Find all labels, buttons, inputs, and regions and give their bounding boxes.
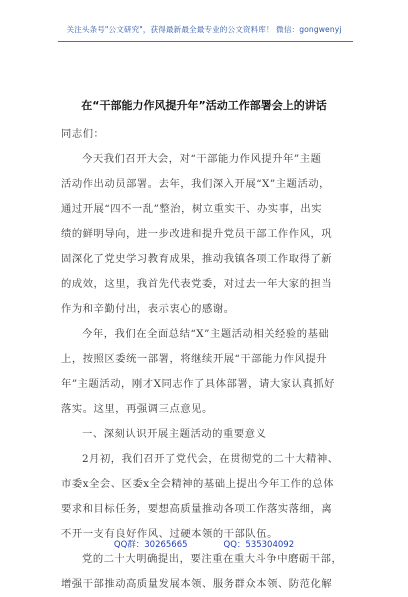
page-footer (0, 538, 408, 550)
body-line: 落实。这里，再强调三点意见。 (61, 403, 213, 415)
body-line: 作为和辛勤付出，表示衷心的感谢。 (61, 303, 235, 315)
body-line: 增强干部推动高质量发展本领、服务群众本领、防范化解 (61, 578, 333, 590)
footer-qq-contact: QQ：535304092 (223, 540, 295, 550)
body-line: 党的二十大明确提出，要注重在重大斗争中磨砺干部， (82, 553, 343, 565)
body-line: 要求和目标任务，要想高质量推动各项工作落实落细，离 (61, 503, 333, 515)
body-line: 年”主题活动，刚才X同志作了具体部署，请大家认真抓好 (61, 378, 336, 390)
page-header-banner: 关注头条号"公文研究"，获得最新最全最专业的公文资料库！ 微信：gongwenyj (66, 25, 342, 34)
document-body (61, 122, 351, 597)
body-line: 2月初，我们召开了党代会，在贯彻党的二十大精神、 (82, 453, 339, 465)
body-line: 固深化了党史学习教育成果，推动我镇各项工作取得了新 (61, 253, 333, 265)
body-line: 绩的鲜明导向，进一步改进和提升党员干部工作作风，巩 (61, 228, 333, 240)
body-line: 今天我们召开大会，对“干部能力作风提升年”主题 (82, 153, 322, 165)
body-line: 活动作出动员部署。去年，我们深入开展“X”主题活动， (61, 178, 330, 190)
header-divider (58, 41, 353, 42)
body-line: 市委x全会、区委x全会精神的基础上提出今年工作的总体 (61, 478, 335, 490)
body-line: 今年，我们在全面总结“X”主题活动相关经验的基础 (82, 328, 330, 340)
footer-qq-group: QQ群：30265665 (113, 540, 188, 550)
body-line: 上，按照区委统一部署，将继续开展“干部能力作风提升 (61, 353, 328, 365)
body-line: 通过开展“四不一乱”整治，树立重实干、办实事，出实 (61, 203, 323, 215)
salutation: 同志们： (61, 128, 105, 140)
body-line: 不开一支有良好作风、过硬本领的干部队伍。 (61, 528, 278, 540)
section-heading: 一、深刻认识开展主题活动的重要意义 (82, 428, 267, 440)
body-line: 的成效，这里，我首先代表党委，对过去一年大家的担当 (61, 278, 333, 290)
document-title: 在“干部能力作风提升年”活动工作部署会上的讲话 (81, 99, 327, 112)
